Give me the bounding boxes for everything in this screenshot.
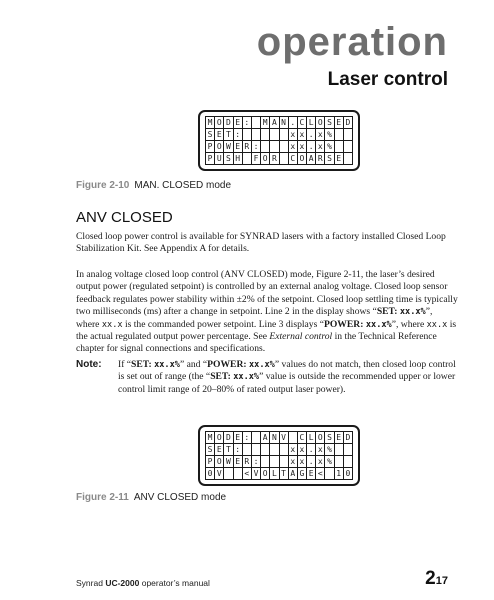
lcd-char: : <box>234 129 243 140</box>
lcd-char: . <box>307 456 316 467</box>
lcd-char: O <box>316 432 325 443</box>
lcd-char: O <box>215 432 224 443</box>
lcd-char: O <box>215 141 224 152</box>
note-text <box>118 359 458 396</box>
lcd-char: x <box>289 444 298 455</box>
lcd-char: L <box>270 468 279 479</box>
lcd-row <box>206 432 352 444</box>
text-run: xx.x% <box>154 360 180 370</box>
lcd-row <box>206 444 352 456</box>
lcd-row <box>206 141 352 153</box>
lcd-char <box>261 456 270 467</box>
chapter-title: operation <box>256 20 448 64</box>
lcd-char: P <box>206 153 215 164</box>
section-title: Laser control <box>327 69 448 90</box>
lcd-char: x <box>316 456 325 467</box>
lcd-char: % <box>325 141 334 152</box>
lcd-char: O <box>298 153 307 164</box>
lcd-char: G <box>298 468 307 479</box>
cross-reference: External control <box>269 331 333 343</box>
lcd-char: W <box>224 456 233 467</box>
lcd-char: V <box>280 432 289 443</box>
lcd-char: . <box>289 117 298 128</box>
lcd-char <box>252 432 261 443</box>
lcd-char: S <box>325 117 334 128</box>
lcd-char: 0 <box>206 468 215 479</box>
lcd-char <box>234 468 243 479</box>
lcd-char: x <box>298 456 307 467</box>
text-run: In analog voltage closed loop control (ANV CLOSED) mode, Figure 2-11, the laser’s desired output power (regulated setpoint) is controlled by an external analog voltage. Closed loop sensor feedback regulates power stability within ±2% of the setpoint. Closed loop settling time is typically two milliseconds (ms) after a change in setpoint. Line 2 in the display shows “ <box>76 269 458 318</box>
text-run: xx.x% <box>365 319 392 330</box>
lcd-char: W <box>224 141 233 152</box>
lcd-char: A <box>307 153 316 164</box>
lcd-char <box>280 456 289 467</box>
lcd-char: 0 <box>345 469 351 478</box>
lcd-char <box>335 444 344 455</box>
lcd-char: L <box>307 432 316 443</box>
lcd-char: E <box>215 129 224 140</box>
lcd-char <box>270 141 279 152</box>
lcd-char <box>252 117 261 128</box>
lcd-char: < <box>316 468 325 479</box>
lcd-char: % <box>325 456 334 467</box>
lcd-char: M <box>206 432 215 443</box>
lcd-char: x <box>316 129 325 140</box>
subsection-heading: ANV CLOSED <box>76 209 173 226</box>
lcd-char <box>335 141 344 152</box>
lcd-char: O <box>261 153 270 164</box>
lcd-char <box>280 153 289 164</box>
note-block <box>76 359 458 396</box>
paragraph-anv <box>76 269 458 356</box>
lcd-char: R <box>316 153 325 164</box>
lcd-char: C <box>298 117 307 128</box>
lcd-char <box>325 468 334 479</box>
lcd-char: E <box>234 141 243 152</box>
footer-manual-title <box>76 578 210 588</box>
text-run: xx.x% <box>399 307 426 318</box>
lcd-char <box>270 444 279 455</box>
lcd-char: . <box>307 141 316 152</box>
lcd-char: E <box>335 153 344 164</box>
lcd-char: T <box>280 468 289 479</box>
lcd-char <box>280 444 289 455</box>
lcd-char: O <box>261 468 270 479</box>
lcd-char: x <box>298 141 307 152</box>
lcd-char: x <box>316 444 325 455</box>
text-run: SET: <box>210 371 231 383</box>
lcd-grid <box>205 431 353 480</box>
lcd-char: D <box>224 117 233 128</box>
lcd-char: C <box>289 153 298 164</box>
page-number-value: 17 <box>435 575 448 587</box>
lcd-row <box>206 468 352 479</box>
lcd-char: S <box>325 153 334 164</box>
lcd-char: O <box>316 117 325 128</box>
figure-caption <box>76 492 226 503</box>
text-run: ”, where <box>76 306 433 330</box>
lcd-char: O <box>215 456 224 467</box>
figure-number: Figure 2-11 <box>76 492 129 503</box>
lcd-row <box>206 117 352 129</box>
lcd-char: 1 <box>335 468 344 479</box>
lcd-char <box>261 444 270 455</box>
lcd-char: E <box>335 117 344 128</box>
lcd-char <box>335 456 344 467</box>
text-run: is the commanded power setpoint. Line 3 displays “ <box>122 318 324 330</box>
text-run: xx.x% <box>248 360 275 370</box>
lcd-char: S <box>206 129 215 140</box>
lcd-char: E <box>234 456 243 467</box>
lcd-char: A <box>270 117 279 128</box>
text-run: ” value is outside the recommended upper or lower control limit range of 20–80% of rated output laser power). <box>118 371 456 395</box>
text-run: xx.x <box>101 319 123 330</box>
lcd-char <box>261 129 270 140</box>
lcd-char: O <box>215 117 224 128</box>
lcd-char: x <box>289 141 298 152</box>
lcd-char: U <box>215 153 224 164</box>
lcd-char: H <box>234 153 243 164</box>
lcd-char: T <box>224 444 233 455</box>
lcd-char: E <box>335 432 344 443</box>
lcd-row <box>206 456 352 468</box>
lcd-char <box>280 141 289 152</box>
lcd-char: V <box>252 468 261 479</box>
lcd-char: E <box>215 444 224 455</box>
footer-model: UC-2000 <box>105 578 140 588</box>
lcd-grid <box>205 116 353 165</box>
paragraph-intro: Closed loop power control is available for SYNRAD lasers with a factory installed Closed Loop Stabilization Kit. See Appendix A for details. <box>76 231 446 255</box>
footer-manual: operator’s manual <box>141 578 210 588</box>
lcd-char: : <box>252 456 261 467</box>
lcd-char <box>270 129 279 140</box>
page-number <box>425 568 448 590</box>
lcd-char: x <box>316 141 325 152</box>
lcd-char <box>344 129 352 140</box>
lcd-char <box>344 153 352 164</box>
lcd-char: A <box>289 468 298 479</box>
lcd-char <box>252 444 261 455</box>
lcd-char: < <box>243 468 252 479</box>
lcd-char: % <box>325 129 334 140</box>
lcd-char: L <box>307 117 316 128</box>
lcd-display-man-closed <box>198 110 360 171</box>
lcd-char: : <box>243 117 252 128</box>
lcd-char <box>243 153 252 164</box>
lcd-char: D <box>345 433 351 442</box>
lcd-char: . <box>307 444 316 455</box>
text-run: POWER: <box>207 359 247 370</box>
lcd-char: S <box>325 432 334 443</box>
figure-caption-text: MAN. CLOSED mode <box>134 180 232 191</box>
lcd-char: R <box>270 153 279 164</box>
text-run: POWER: <box>323 318 364 330</box>
lcd-char: V <box>215 468 224 479</box>
lcd-char: : <box>234 444 243 455</box>
lcd-char: : <box>243 432 252 443</box>
lcd-char: S <box>224 153 233 164</box>
lcd-char <box>243 129 252 140</box>
lcd-char <box>224 468 233 479</box>
lcd-char: T <box>224 129 233 140</box>
lcd-char: M <box>206 117 215 128</box>
lcd-row <box>206 129 352 141</box>
lcd-char: . <box>307 129 316 140</box>
lcd-char: E <box>307 468 316 479</box>
lcd-char: x <box>298 444 307 455</box>
lcd-char: M <box>261 117 270 128</box>
lcd-char: D <box>224 432 233 443</box>
lcd-char: N <box>270 432 279 443</box>
lcd-char: R <box>243 456 252 467</box>
lcd-char: P <box>206 456 215 467</box>
figure-number: Figure 2-10 <box>76 180 130 191</box>
lcd-char: x <box>289 129 298 140</box>
lcd-char: N <box>280 117 289 128</box>
figure-caption <box>76 180 231 191</box>
lcd-char <box>243 444 252 455</box>
lcd-char <box>344 444 352 455</box>
text-run: ” values do not match, then closed loop control is set out of range (the “ <box>118 359 456 383</box>
lcd-char <box>261 141 270 152</box>
figure-caption-text: ANV CLOSED mode <box>133 492 227 503</box>
lcd-char: E <box>234 117 243 128</box>
lcd-char: F <box>252 153 261 164</box>
text-run: If “ <box>118 359 132 370</box>
lcd-char: E <box>234 432 243 443</box>
lcd-char: x <box>298 129 307 140</box>
text-run: ”, where <box>391 318 427 330</box>
lcd-display-anv-closed <box>198 425 360 486</box>
lcd-char: A <box>261 432 270 443</box>
page-chapter-number: 2 <box>425 568 436 589</box>
lcd-char: R <box>243 141 252 152</box>
lcd-char <box>280 129 289 140</box>
text-run: is the actual regulated output power percentage. See <box>76 318 457 343</box>
text-run: ” and “ <box>179 359 208 370</box>
text-run: xx.x <box>426 319 448 330</box>
lcd-char: P <box>206 141 215 152</box>
footer-brand: Synrad <box>76 578 103 588</box>
lcd-row <box>206 153 352 164</box>
lcd-char <box>270 456 279 467</box>
lcd-char: S <box>206 444 215 455</box>
lcd-char: % <box>325 444 334 455</box>
note-label: Note: <box>76 359 102 370</box>
text-run: xx.x% <box>233 372 260 383</box>
text-run: in the Technical Reference chapter for signal connections and specifications. <box>76 331 437 355</box>
lcd-char: C <box>298 432 307 443</box>
lcd-char: x <box>289 456 298 467</box>
lcd-char <box>344 141 352 152</box>
lcd-char <box>344 456 352 467</box>
lcd-char <box>252 129 261 140</box>
lcd-char: : <box>252 141 261 152</box>
lcd-char <box>335 129 344 140</box>
lcd-char: D <box>345 118 351 127</box>
text-run: SET: <box>131 359 152 370</box>
lcd-char <box>289 432 298 443</box>
text-run: SET: <box>376 306 398 318</box>
